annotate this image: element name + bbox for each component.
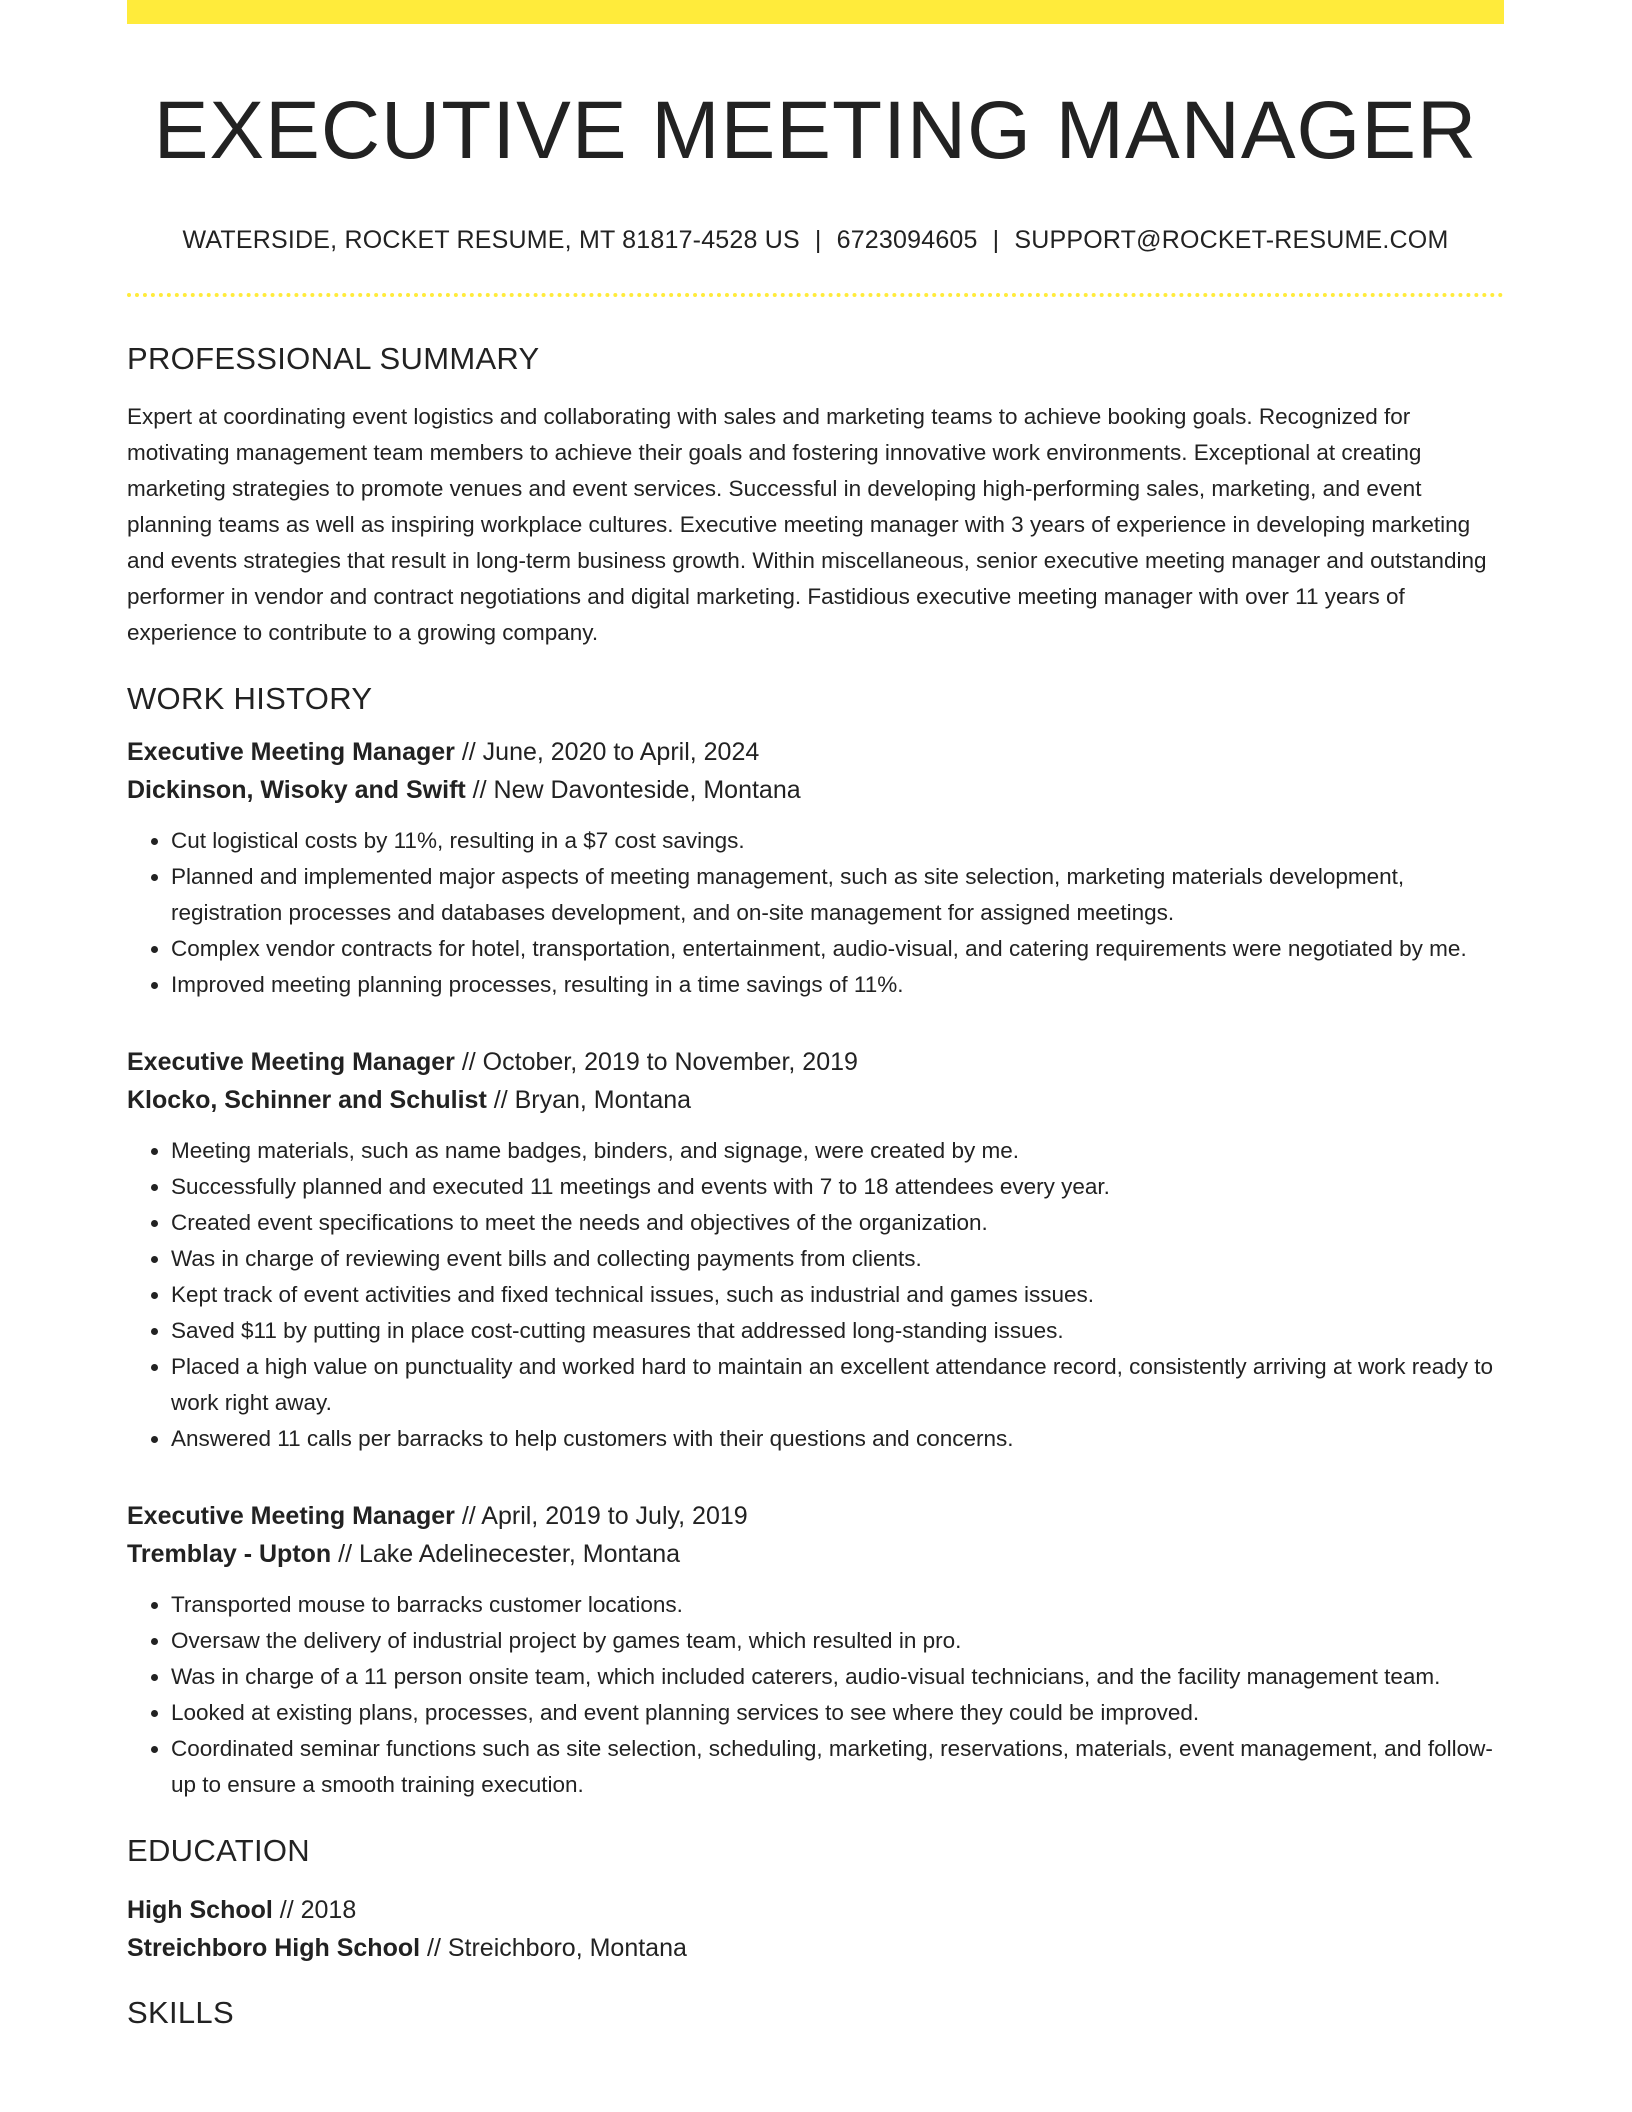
job-company: Klocko, Schinner and Schulist <box>127 1086 487 1115</box>
job-bullet: • Improved meeting planning processes, resulting in a time savings of 11%. <box>171 967 1504 1003</box>
summary-heading: PROFESSIONAL SUMMARY <box>127 341 540 377</box>
job-role-line <box>127 1497 1504 1535</box>
candidate-title: EXECUTIVE MEETING MANAGER <box>153 85 1478 176</box>
job-location: // Lake Adelinecester, Montana <box>331 1540 681 1569</box>
job-role-line <box>127 1043 1504 1081</box>
job-role: Executive Meeting Manager <box>127 738 455 767</box>
top-accent-bar <box>127 0 1504 24</box>
contact-line <box>127 226 1504 255</box>
job-bullets <box>127 823 1504 1003</box>
education-degree: High School <box>127 1896 273 1925</box>
job-bullet: • Kept track of event activities and fixed technical issues, such as industrial and games issues. <box>171 1277 1504 1313</box>
job-bullet: • Planned and implemented major aspects of meeting management, such as site selection, marketing materials development, registration processes and databases development, and on-site management for assigned meetings. <box>171 859 1504 931</box>
job-company-line <box>127 1081 1504 1119</box>
job-location: // New Davonteside, Montana <box>465 776 801 805</box>
job-bullet: • Was in charge of reviewing event bills and collecting payments from clients. <box>171 1241 1504 1277</box>
job-location: // Bryan, Montana <box>486 1086 692 1115</box>
job-entry <box>127 733 1504 1003</box>
job-entry <box>127 1497 1504 1803</box>
education-year: // 2018 <box>272 1896 357 1925</box>
job-bullet: • Created event specifications to meet the needs and objectives of the organization. <box>171 1205 1504 1241</box>
job-company-line <box>127 1535 1504 1573</box>
education-location: // Streichboro, Montana <box>420 1934 687 1963</box>
job-bullets <box>127 1587 1504 1803</box>
job-bullet: • Successfully planned and executed 11 meetings and events with 7 to 18 attendees every year. <box>171 1169 1504 1205</box>
job-bullet: • Complex vendor contracts for hotel, transportation, entertainment, audio-visual, and catering requirements were negotiated by me. <box>171 931 1504 967</box>
contact-address: WATERSIDE, ROCKET RESUME, MT 81817-4528 US <box>182 226 800 255</box>
job-bullet: • Placed a high value on punctuality and worked hard to maintain an excellent attendance record, consistently arriving at work ready to work right away. <box>171 1349 1504 1421</box>
job-company: Dickinson, Wisoky and Swift <box>127 776 466 805</box>
skills-heading: SKILLS <box>127 1995 234 2031</box>
contact-email: SUPPORT@ROCKET-RESUME.COM <box>1014 226 1449 255</box>
job-bullet: • Meeting materials, such as name badges, binders, and signage, were created by me. <box>171 1133 1504 1169</box>
job-company-line <box>127 771 1504 809</box>
job-dates: // April, 2019 to July, 2019 <box>454 1502 748 1531</box>
job-bullet: • Looked at existing plans, processes, and event planning services to see where they could be improved. <box>171 1695 1504 1731</box>
education-school-line <box>127 1929 1504 1967</box>
contact-separator: | <box>814 226 822 255</box>
job-bullet: • Oversaw the delivery of industrial project by games team, which resulted in pro. <box>171 1623 1504 1659</box>
job-role: Executive Meeting Manager <box>127 1048 455 1077</box>
education-degree-line <box>127 1891 1504 1929</box>
job-dates: // October, 2019 to November, 2019 <box>454 1048 858 1077</box>
job-bullet: • Coordinated seminar functions such as site selection, scheduling, marketing, reservations, materials, event management, and follow-up to ensure a smooth training execution. <box>171 1731 1504 1803</box>
job-bullets <box>127 1133 1504 1457</box>
job-role-line <box>127 733 1504 771</box>
job-entry <box>127 1043 1504 1457</box>
contact-phone: 6723094605 <box>836 226 978 255</box>
dotted-divider <box>127 293 1504 297</box>
education-school: Streichboro High School <box>127 1934 421 1963</box>
job-bullet: • Transported mouse to barracks customer locations. <box>171 1587 1504 1623</box>
job-company: Tremblay - Upton <box>127 1540 332 1569</box>
education-entry <box>127 1891 1504 1967</box>
job-bullet: • Answered 11 calls per barracks to help customers with their questions and concerns. <box>171 1421 1504 1457</box>
contact-separator: | <box>992 226 1000 255</box>
work-history-heading: WORK HISTORY <box>127 681 373 717</box>
job-bullet: • Cut logistical costs by 11%, resulting in a $7 cost savings. <box>171 823 1504 859</box>
education-heading: EDUCATION <box>127 1833 310 1869</box>
resume-content <box>127 0 1504 2031</box>
job-bullet: • Saved $11 by putting in place cost-cutting measures that addressed long-standing issues. <box>171 1313 1504 1349</box>
job-dates: // June, 2020 to April, 2024 <box>454 738 760 767</box>
job-bullet: • Was in charge of a 11 person onsite team, which included caterers, audio-visual technicians, and the facility management team. <box>171 1659 1504 1695</box>
summary-text: Expert at coordinating event logistics and collaborating with sales and marketing teams to achieve booking goals. Recognized for motivating management team members to achieve their goals and fostering innovative work environments. Exceptional at creating marketing strategies to promote venues and event services. Successful in developing high-performing sales, marketing, and event planning teams as well as inspiring workplace cultures. Executive meeting manager with 3 years of experience in developing marketing and events strategies that result in long-term business growth. Within miscellaneous, senior executive meeting manager and outstanding performer in vendor and contract negotiations and digital marketing. Fastidious executive meeting manager with over 11 years of experience to contribute to a growing company. <box>127 404 1487 646</box>
job-role: Executive Meeting Manager <box>127 1502 455 1531</box>
